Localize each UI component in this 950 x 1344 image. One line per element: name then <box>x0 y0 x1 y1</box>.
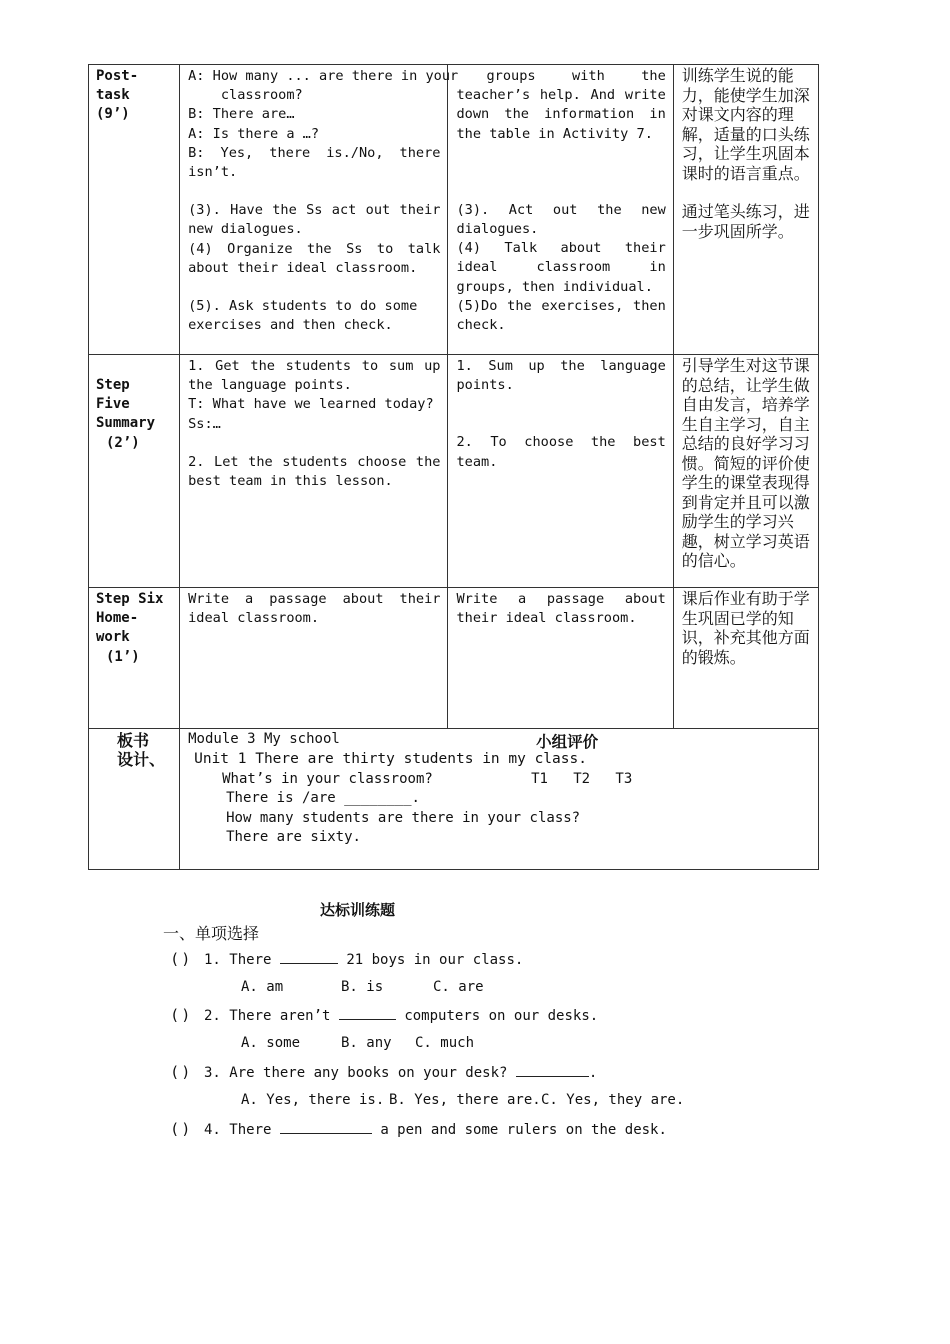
exercise-title: 达标训练题 <box>320 901 396 919</box>
step-label: Step Six <box>96 591 164 607</box>
question-text: . <box>588 1065 598 1081</box>
teacher-line: 1. Get the students to sum up the language points. <box>188 358 441 394</box>
answer-paren[interactable]: ( ) <box>172 1063 189 1081</box>
student-activity-cell <box>448 588 673 729</box>
option: A. am <box>241 979 284 995</box>
board-question: How many students are there in your class? <box>226 810 581 826</box>
purpose-cell <box>673 588 818 729</box>
step-label: work <box>96 629 130 646</box>
step-time: (1’) <box>106 648 140 665</box>
student-line: 2. To choose the best team. <box>456 434 666 470</box>
teacher-line: Write a passage about their ideal classroom. <box>188 591 441 627</box>
teacher-line: 2. Let the students choose the best team in this lesson. <box>188 453 441 490</box>
board-unit: Unit 1 There are thirty students in my class. <box>194 751 587 767</box>
student-line: (5)Do the exercises, then check. <box>456 297 666 334</box>
question-1 <box>172 950 523 968</box>
board-label: 板书 <box>117 731 150 750</box>
question-4 <box>172 1120 667 1138</box>
student-line: Write a passage about their ideal classroom. <box>456 591 666 627</box>
student-line: (4) Talk about their ideal classroom in groups, then individual. <box>456 240 666 295</box>
question-3 <box>172 1063 597 1081</box>
purpose-text: 训练学生说的能力，能使学生加深对课文内容的理解，适量的口头练习，让学生巩固本课时的语言重点。 <box>681 66 810 183</box>
student-line: groups with the teacher’s help. And write down the information in the table in Activity 7. <box>456 68 666 142</box>
question-text: computers on our desks. <box>404 1008 599 1024</box>
option: B. any <box>341 1035 392 1051</box>
answer-blank <box>516 1076 589 1077</box>
option: B. is <box>341 979 384 995</box>
lesson-plan-table <box>88 64 819 870</box>
step-cell <box>89 65 180 355</box>
purpose-cell <box>673 65 818 355</box>
option: A. Yes, there is. <box>241 1092 385 1108</box>
answer-blank <box>339 1019 396 1020</box>
question-number: 4. <box>204 1122 221 1138</box>
purpose-text: 通过笔头练习，进一步巩固所学。 <box>681 202 810 241</box>
step-label: task <box>96 87 130 104</box>
teacher-line: (3). Have the Ss act out their new dialogues. <box>188 202 441 238</box>
board-question: What’s in your classroom? <box>222 771 433 787</box>
question-text: There aren’t <box>229 1008 331 1024</box>
board-module: Module 3 My school <box>188 731 340 747</box>
teacher-activity-cell <box>180 65 459 355</box>
question-text: There <box>229 952 272 968</box>
options-3 <box>241 1092 684 1108</box>
teacher-line: classroom? <box>188 87 303 104</box>
row-summary <box>89 355 819 588</box>
question-number: 1. <box>204 952 221 968</box>
teacher-line: B: Yes, there is./No, there isn’t. <box>188 144 441 181</box>
student-line: (3). Act out the new dialogues. <box>456 201 666 238</box>
step-time: (2’) <box>106 434 140 451</box>
teacher-line: A: Is there a …? <box>188 125 320 142</box>
question-text: 21 boys in our class. <box>346 952 524 968</box>
board-content-cell <box>180 729 819 870</box>
teacher-activity-cell <box>180 355 448 588</box>
teacher-line: T: What have we learned today? <box>188 396 434 413</box>
teacher-line: (4) Organize the Ss to talk about their ideal classroom. <box>188 240 441 276</box>
step-time: (9’) <box>96 106 130 123</box>
answer-paren[interactable]: ( ) <box>172 950 189 968</box>
teacher-line: (5). Ask students to do some exercises and then check. <box>188 298 418 334</box>
option: C. much <box>415 1035 475 1051</box>
option: C. are <box>433 979 484 995</box>
row-homework <box>89 588 819 729</box>
student-activity-cell <box>448 355 673 588</box>
step-label: Summary <box>96 415 156 432</box>
teacher-line: A: How many ... are there in your <box>188 68 459 84</box>
teacher-line: Ss:… <box>188 415 221 432</box>
row-board-design <box>89 729 819 870</box>
purpose-cell <box>673 355 818 588</box>
step-cell <box>89 355 180 588</box>
question-text: Are there any books on your desk? <box>229 1065 508 1081</box>
options-2 <box>241 1035 474 1051</box>
student-line: 1. Sum up the language points. <box>456 358 666 394</box>
step-label: Post- <box>96 68 139 84</box>
step-label: Home- <box>96 610 139 627</box>
option: C. Yes, they are. <box>541 1092 685 1108</box>
question-number: 3. <box>204 1065 221 1081</box>
board-answer: There is /are ________. <box>226 790 420 806</box>
row-post-task <box>89 65 819 355</box>
question-number: 2. <box>204 1008 221 1024</box>
section-heading: 一、单项选择 <box>163 924 260 943</box>
answer-blank <box>280 1133 372 1134</box>
question-text: a pen and some rulers on the desk. <box>380 1122 667 1138</box>
options-1 <box>241 979 484 995</box>
team-list: T1 T2 T3 <box>531 771 633 787</box>
question-2 <box>172 1006 598 1024</box>
answer-blank <box>280 963 338 964</box>
purpose-text: 引导学生对这节课的总结，让学生做自由发言，培养学生自主学习，自主总结的良好学习习惯。简短的评价使学生的课堂表现得到肯定并且可以激励学生的学习兴趣，树立学习英语的信心。 <box>681 356 810 570</box>
step-label: Five <box>96 396 130 413</box>
answer-paren[interactable]: ( ) <box>172 1120 189 1138</box>
teacher-activity-cell <box>180 588 448 729</box>
student-activity-cell <box>448 65 673 355</box>
option: A. some <box>241 1035 301 1051</box>
purpose-text: 课后作业有助于学生巩固已学的知识，补充其他方面的锻炼。 <box>681 589 810 667</box>
board-answer: There are sixty. <box>226 829 361 845</box>
answer-paren[interactable]: ( ) <box>172 1006 189 1024</box>
board-label-cell <box>89 729 180 870</box>
step-cell <box>89 588 180 729</box>
group-eval-label: 小组评价 <box>536 733 599 751</box>
step-label: Step <box>96 377 130 393</box>
option: B. Yes, there are. <box>389 1092 541 1108</box>
board-label: 设计、 <box>117 750 166 769</box>
question-text: There <box>229 1122 272 1138</box>
teacher-line: B: There are… <box>188 106 295 123</box>
